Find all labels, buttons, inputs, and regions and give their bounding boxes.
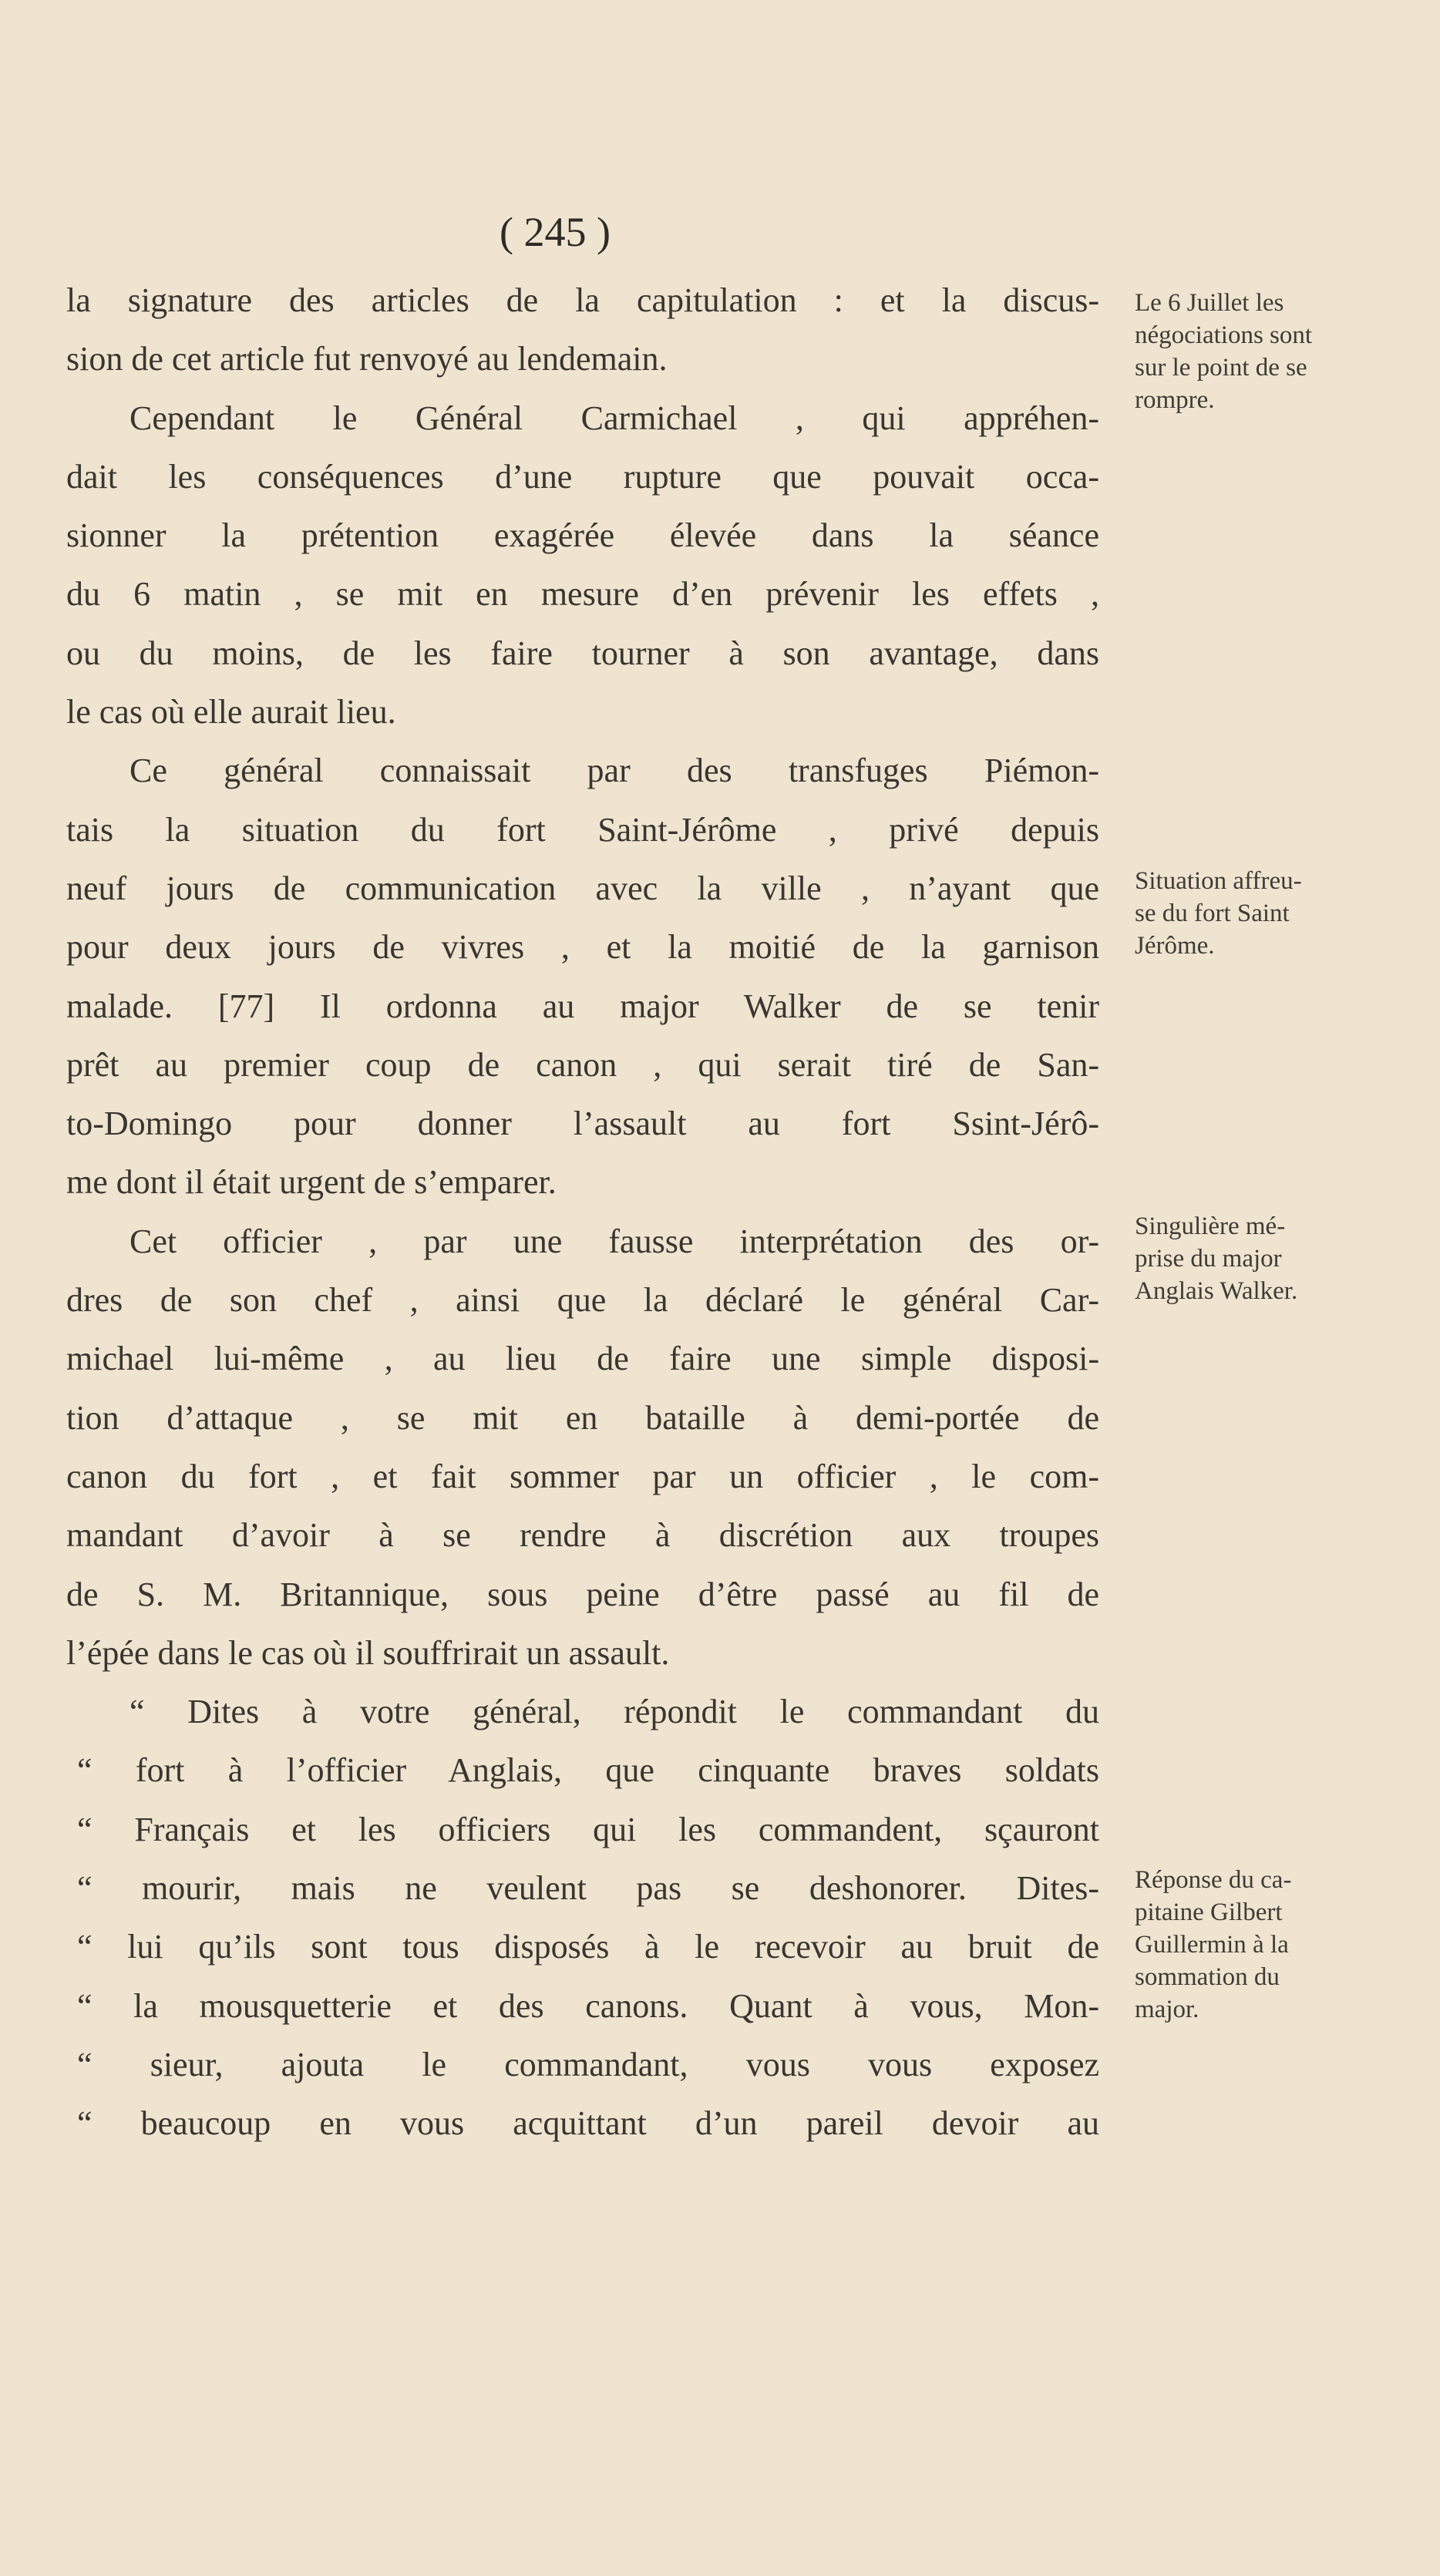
- text-line: “ fort à l’officier Anglais, que cinquante braves soldats: [77, 1751, 1099, 1790]
- text-line: “ sieur, ajouta le commandant, vous vous exposez: [77, 2045, 1099, 2083]
- text-line: michael lui-même , au lieu de faire une simple disposi-: [66, 1340, 1099, 1378]
- text-line: malade. [77] Il ordonna au major Walker de se tenir: [66, 987, 1099, 1025]
- margin-note: [1135, 287, 1420, 416]
- text-line: du 6 matin , se mit en mesure d’en prévenir les effets ,: [66, 575, 1099, 614]
- margin-note-line: Anglais Walker.: [1135, 1277, 1298, 1305]
- text-line: sionner la prétention exagérée élevée dans la séance: [66, 516, 1099, 555]
- margin-note-line: Guillermin à la: [1135, 1931, 1289, 1959]
- margin-note-line: Situation affreu-: [1135, 867, 1302, 895]
- page-number: ( 245 ): [500, 209, 611, 255]
- margin-note: [1135, 865, 1420, 962]
- text-line: “ Dites à votre général, répondit le commandant du: [130, 1693, 1099, 1731]
- text-line: mandant d’avoir à se rendre à discrétion aux troupes: [66, 1516, 1099, 1555]
- text-line: “ Français et les officiers qui les commandent, sçauront: [77, 1810, 1099, 1848]
- text-line: ou du moins, de les faire tourner à son avantage, dans: [66, 634, 1099, 672]
- text-line: dres de son chef , ainsi que la déclaré le général Car-: [66, 1281, 1099, 1320]
- main-text-block: [66, 271, 1099, 2154]
- text-line: “ beaucoup en vous acquittant d’un pareil devoir au: [77, 2104, 1099, 2143]
- margin-note: [1135, 1210, 1420, 1307]
- text-line: tais la situation du fort Saint-Jérôme , privé depuis: [66, 810, 1099, 849]
- margin-note-line: Réponse du ca-: [1135, 1866, 1292, 1894]
- text-line: “ lui qu’ils sont tous disposés à le recevoir au bruit de: [77, 1928, 1099, 1966]
- text-line: “ mourir, mais ne veulent pas se deshonorer. Dites-: [77, 1869, 1099, 1908]
- text-line: Ce général connaissait par des transfuges Piémon-: [130, 752, 1099, 790]
- text-line: sion de cet article fut renvoyé au lendemain.: [66, 340, 668, 378]
- margin-note-line: pitaine Gilbert: [1135, 1898, 1283, 1926]
- margin-note-line: prise du major: [1135, 1245, 1282, 1273]
- margin-note-line: Jérôme.: [1135, 932, 1215, 960]
- text-line: le cas où elle aurait lieu.: [66, 693, 396, 731]
- margin-note-line: Le 6 Juillet les: [1135, 289, 1284, 317]
- text-line: Cependant le Général Carmichael , qui appréhen-: [130, 399, 1099, 437]
- margin-note-line: négociations sont: [1135, 321, 1313, 349]
- text-line: la signature des articles de la capitulation : et la discus-: [66, 281, 1099, 319]
- text-line: l’épée dans le cas où il souffrirait un assault.: [66, 1633, 670, 1672]
- text-line: “ la mousquetterie et des canons. Quant à vous, Mon-: [77, 1986, 1099, 2025]
- margin-note-line: se du fort Saint: [1135, 900, 1290, 927]
- text-line: to-Domingo pour donner l’assault au fort Ssint-Jérô-: [66, 1105, 1099, 1143]
- margin-note-line: sommation du: [1135, 1963, 1280, 1991]
- margin-note-line: sur le point de se: [1135, 354, 1307, 382]
- text-line: Cet officier , par une fausse interprétation des or-: [130, 1222, 1099, 1260]
- text-line: dait les conséquences d’une rupture que pouvait occa-: [66, 457, 1099, 496]
- margin-note-line: rompre.: [1135, 386, 1215, 414]
- text-line: pour deux jours de vivres , et la moitié de la garnison: [66, 928, 1099, 967]
- text-line: de S. M. Britannique, sous peine d’être passé au fil de: [66, 1575, 1099, 1613]
- text-line: canon du fort , et fait sommer par un officier , le com-: [66, 1457, 1099, 1495]
- text-line: tion d’attaque , se mit en bataille à demi-portée de: [66, 1398, 1099, 1437]
- text-line: neuf jours de communication avec la ville , n’ayant que: [66, 869, 1099, 907]
- margin-note-line: major.: [1135, 1996, 1199, 2023]
- text-line: me dont il était urgent de s’emparer.: [66, 1163, 557, 1202]
- margin-note-line: Singulière mé-: [1135, 1212, 1286, 1240]
- margin-note: [1135, 1864, 1420, 2026]
- text-line: prêt au premier coup de canon , qui serait tiré de San-: [66, 1045, 1099, 1084]
